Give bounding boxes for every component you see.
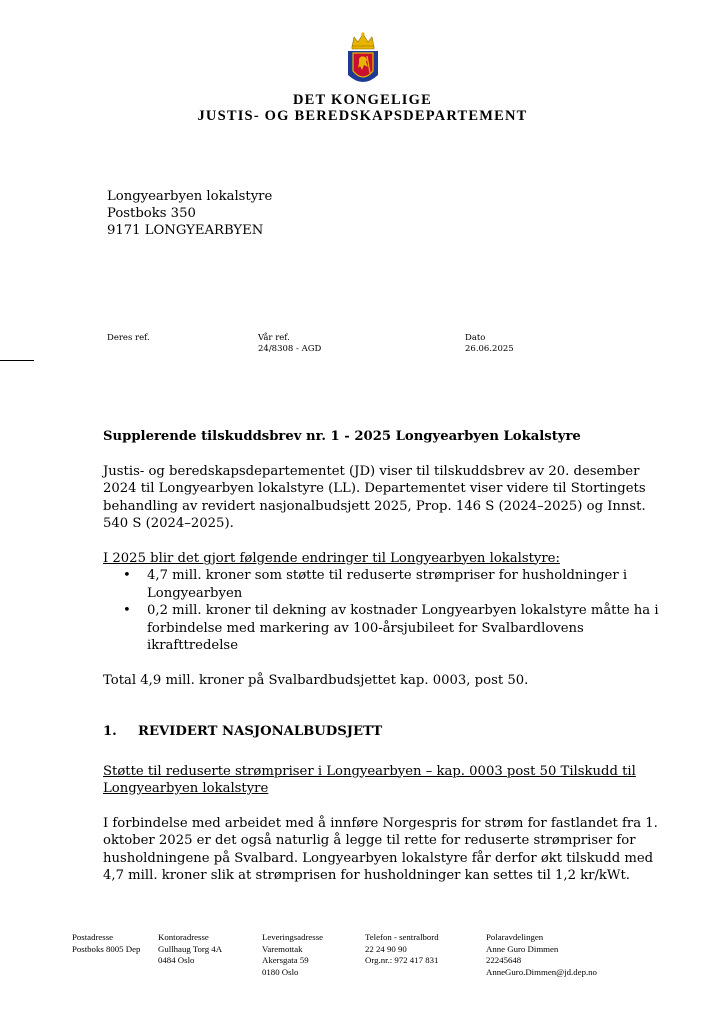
section-number: 1. xyxy=(103,724,117,739)
reference-deres xyxy=(107,333,150,344)
reference-date xyxy=(465,333,514,355)
footer-text: Anne Guro Dimmen xyxy=(486,943,559,954)
footer-delivery-address xyxy=(262,932,323,978)
footer-text: Varemottak xyxy=(262,943,303,954)
body-paragraph: I forbindelse med arbeidet med å innføre Norgespris for strøm for fastlandet fra 1. oktober 2025 er det også naturlig å legge til rette for reduserte strømpriser for husholdningene på Svalbard. Longyearbyen lokalstyre får derfor økt tilskudd med 4,7 mill. kroner slik at strømprisen for husholdninger kan settes til 1,2 kr/kWt. xyxy=(103,815,658,883)
recipient-postbox: Postboks 350 xyxy=(107,206,196,221)
section-heading xyxy=(103,723,663,741)
recipient-postcode: 9171 LONGYEARBYEN xyxy=(107,223,264,238)
list-item-text: 4,7 mill. kroner som støtte til reduserte strømpriser for husholdninger i Longyearbyen xyxy=(147,568,628,601)
footer-label: Kontoradresse xyxy=(158,932,209,942)
var-ref-label: Vår ref. xyxy=(258,333,290,343)
fold-mark xyxy=(0,360,34,361)
bullet-icon: • xyxy=(123,603,131,618)
footer-text: 22 24 90 90 xyxy=(365,943,407,954)
footer-email: AnneGuro.Dimmen@jd.dep.no xyxy=(486,966,597,977)
total-paragraph: Total 4,9 mill. kroner på Svalbardbudsjettet kap. 0003, post 50. xyxy=(103,672,529,688)
footer-text: 0484 Oslo xyxy=(158,955,195,965)
letter-body xyxy=(103,428,663,885)
section-title: REVIDERT NASJONALBUDSJETT xyxy=(138,724,383,739)
letterhead xyxy=(0,24,725,124)
ministry-name-line1: DET KONGELIGE xyxy=(292,92,433,108)
changes-intro: I 2025 blir det gjort følgende endringer til Longyearbyen lokalstyre: xyxy=(103,550,560,566)
list-item xyxy=(123,602,663,655)
footer-postal-address xyxy=(72,932,140,955)
list-item-text: 0,2 mill. kroner til dekning av kostnader Longyearbyen lokalstyre måtte ha i forbindelse med markering av 100-årsjubileet for Svalbardlovens ikrafttredelse xyxy=(147,603,659,653)
footer-label: Telefon - sentralbord xyxy=(365,932,439,942)
letter-heading: Supplerende tilskuddsbrev nr. 1 - 2025 Longyearbyen Lokalstyre xyxy=(103,429,581,444)
footer-label: Leveringsadresse xyxy=(262,932,324,942)
footer-text: Org.nr.: 972 417 831 xyxy=(365,955,439,965)
footer-text: 22245648 xyxy=(486,955,522,965)
footer-text: 0180 Oslo xyxy=(262,966,299,977)
deres-ref-label: Deres ref. xyxy=(107,333,150,343)
footer-contact xyxy=(486,932,597,978)
footer-text: Akersgata 59 xyxy=(262,955,309,965)
footer-label: Polaravdelingen xyxy=(486,932,544,942)
intro-paragraph: Justis- og beredskapsdepartementet (JD) viser til tilskuddsbrev av 20. desember 2024 til Longyearbyen lokalstyre (LL). Departementet viser videre til Stortingets behandling av revidert nasjonalbudsjett 2025, Prop. 146 S (2024–2025) og Innst. 540 S (2024–2025). xyxy=(103,463,646,531)
coat-of-arms-icon xyxy=(343,31,383,89)
date-value: 26.06.2025 xyxy=(465,344,514,354)
ministry-name-line2: JUSTIS- OG BEREDSKAPSDEPARTEMENT xyxy=(197,108,528,124)
recipient-name: Longyearbyen lokalstyre xyxy=(107,189,273,204)
footer-text: Gullhaug Torg 4A xyxy=(158,943,223,954)
footer-text: Postboks 8005 Dep xyxy=(72,943,141,954)
recipient-address xyxy=(107,188,272,239)
footer-office-address xyxy=(158,932,222,967)
sub-heading: Støtte til reduserte strømpriser i Longyearbyen – kap. 0003 post 50 Tilskudd til Longyearbyen lokalstyre xyxy=(103,763,636,796)
bullet-icon: • xyxy=(123,568,131,583)
date-label: Dato xyxy=(465,333,486,343)
footer-phone xyxy=(365,932,439,967)
reference-var xyxy=(258,333,321,355)
footer-label: Postadresse xyxy=(72,932,114,942)
list-item xyxy=(123,567,663,602)
changes-list xyxy=(103,567,663,655)
var-ref-value: 24/8308 - AGD xyxy=(258,344,322,354)
